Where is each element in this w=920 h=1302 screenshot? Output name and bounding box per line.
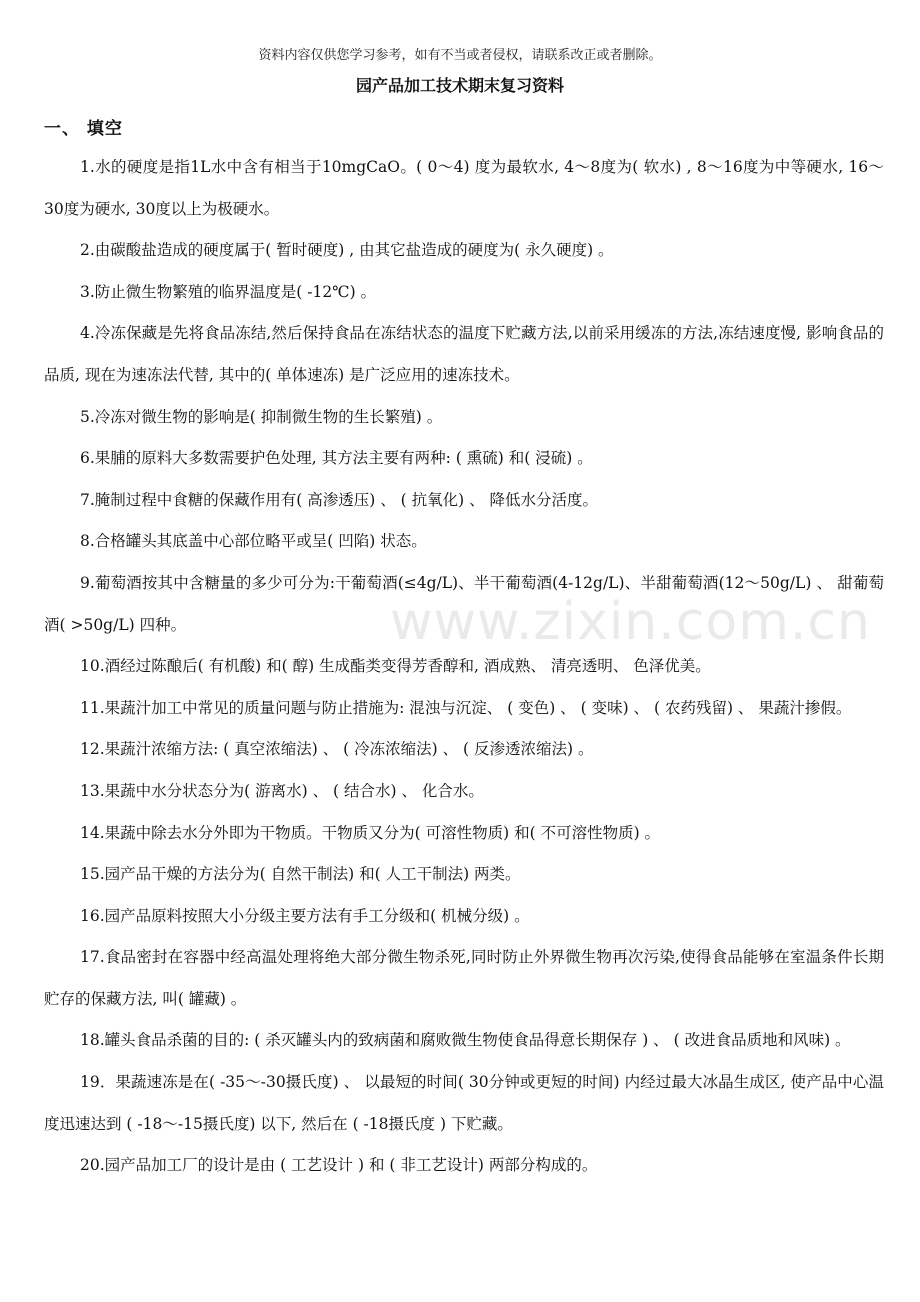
list-item: 5.冷冻对微生物的影响是( 抑制微生物的生长繁殖) 。 <box>80 407 443 426</box>
watermark: www.zixin.com.cn <box>390 592 871 652</box>
list-item: 17.食品密封在容器中经高温处理将绝大部分微生物杀死,同时防止外界微生物再次污染,使得食品能够在室温条件长期贮存的保藏方法, 叫( 罐藏) 。 <box>44 948 884 1008</box>
list-item: 13.果蔬中水分状态分为( 游离水) 、 ( 结合水) 、 化合水。 <box>80 781 484 800</box>
list-item: 19．果蔬速冻是在( -35～-30摄氏度) 、 以最短的时间( 30分钟或更短的时间) 内经过最大冰晶生成区, 使产品中心温度迅速达到 ( -18～-15摄氏度) 以下, 然后在 ( -18摄氏度 ) 下贮藏。 <box>44 1073 884 1133</box>
list-item: 7.腌制过程中食糖的保藏作用有( 高渗透压) 、 ( 抗氧化) 、 降低水分活度。 <box>80 490 599 509</box>
list-item: 9.葡萄酒按其中含糖量的多少可分为:干葡萄酒(≤4g/L)、半干葡萄酒(4-12g/L)、半甜葡萄酒(12～50g/L) 、 甜葡萄酒( >50g/L) 四种。 <box>44 573 884 634</box>
list-item: 1.水的硬度是指1L水中含有相当于10mgCaO。( 0～4) 度为最软水, 4～8度为( 软水) , 8～16度为中等硬水, 16～30度为硬水, 30度以上为极硬水。 <box>44 158 884 218</box>
list-item: 18.罐头食品杀菌的目的: ( 杀灭罐头内的致病菌和腐败微生物使食品得意长期保存 ) 、 ( 改进食品质地和风味) 。 <box>80 1031 851 1050</box>
list-item: 10.酒经过陈酿后( 有机酸) 和( 醇) 生成酯类变得芳香醇和, 酒成熟、 清亮透明、 色泽优美。 <box>80 657 711 676</box>
list-item: 20.园产品加工厂的设计是由 ( 工艺设计 ) 和 ( 非工艺设计) 两部分构成的。 <box>80 1156 598 1175</box>
list-item: 8.合格罐头其底盖中心部位略平或呈( 凹陷) 状态。 <box>80 532 427 551</box>
list-item: 12.果蔬汁浓缩方法: ( 真空浓缩法) 、 ( 冷冻浓缩法) 、 ( 反渗透浓缩法) 。 <box>80 740 594 759</box>
list-item: 4.冷冻保藏是先将食品冻结,然后保持食品在冻结状态的温度下贮藏方法,以前采用缓冻的方法,冻结速度慢, 影响食品的品质, 现在为速冻法代替, 其中的( 单体速冻) 是广泛应用的速冻技术。 <box>44 324 884 384</box>
list-item: 11.果蔬汁加工中常见的质量问题与防止措施为: 混浊与沉淀、 ( 变色) 、 ( 变味) 、 ( 农药残留) 、 果蔬汁掺假。 <box>80 698 852 717</box>
list-item: 16.园产品原料按照大小分级主要方法有手工分级和( 机械分级) 。 <box>80 906 530 925</box>
list-item: 2.由碳酸盐造成的硬度属于( 暂时硬度) , 由其它盐造成的硬度为( 永久硬度) 。 <box>80 241 614 260</box>
document-title: 园产品加工技术期末复习资料 <box>355 76 564 95</box>
header-disclaimer: 资料内容仅供您学习参考，如有不当或者侵权，请联系改正或者删除。 <box>258 48 662 63</box>
question-list <box>44 147 884 1187</box>
section-heading: 一、 填空 <box>44 119 123 139</box>
list-item: 15.园产品干燥的方法分为( 自然干制法) 和( 人工干制法) 两类。 <box>80 865 521 884</box>
list-item: 6.果脯的原料大多数需要护色处理, 其方法主要有两种: ( 熏硫) 和( 浸硫) 。 <box>80 449 593 468</box>
list-item: 14.果蔬中除去水分外即为干物质。干物质又分为( 可溶性物质) 和( 不可溶性物质) 。 <box>80 823 661 842</box>
list-item: 3.防止微生物繁殖的临界温度是( -12℃) 。 <box>80 282 377 301</box>
